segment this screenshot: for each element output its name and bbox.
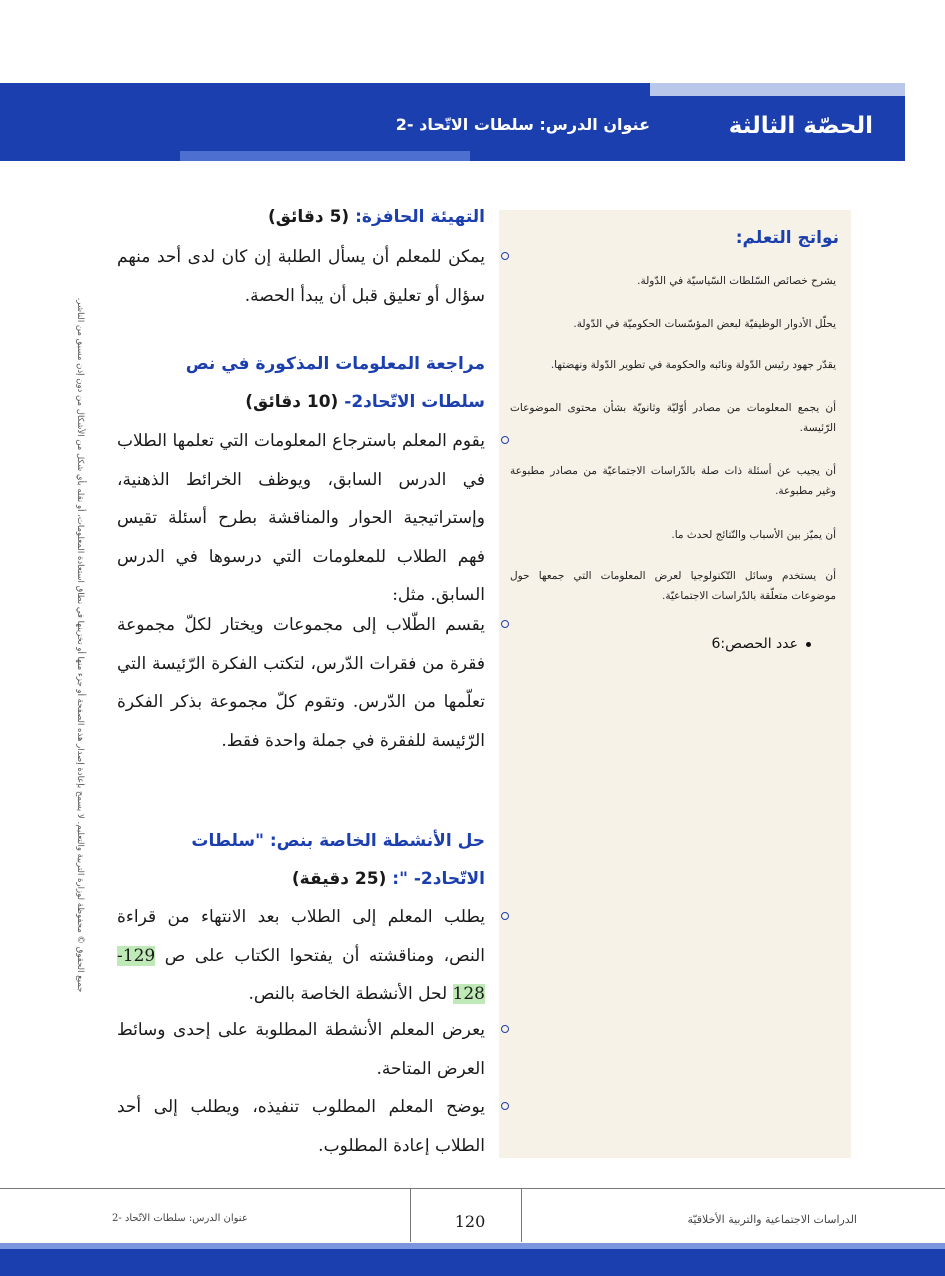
bullet-item [117,238,485,315]
section-time: (25 دقيقة) [291,869,387,889]
bullet-text: يوضح المعلم المطلوب تنفيذه، ويطلب إلى أحد الطلاب إعادة المطلوب. [117,1097,485,1156]
section-time: (5 دقائق) [267,207,350,227]
outcome-item: أن يجمع المعلومات من مصادر أوّليّة وثانويّة بشأن محتوى الموضوعات الرّئيسة. [510,402,836,434]
outcomes-title: نواتج التعلم: [735,228,839,248]
bullet-text: يمكن للمعلم أن يسأل الطلبة إن كان لدى أحد منهم سؤال أو تعليق قبل أن يبدأ الحصة. [117,247,485,306]
page-number: 120 [454,1212,486,1231]
header-accent-dark [180,151,470,161]
section-title-review [117,345,485,421]
bullet-item [117,1088,485,1165]
bullet-dot-icon [806,642,811,647]
section-title-text: مراجعة المعلومات المذكورة في نص سلطات الاتّحاد2- [185,354,485,412]
bullet-circle-icon [501,252,509,260]
section-title-text: حل الأنشطة الخاصة بنص: "سلطات الاتّحاد2- ": [191,831,485,889]
outcome-item: أن يميّز بين الأسباب والنّتائج لحدث ما. [671,529,836,541]
section-title-activities [117,822,485,898]
bullet-text: يطلب المعلم إلى الطلاب بعد الانتهاء من قراءة النص، ومناقشته أن يفتحوا الكتاب على [117,907,485,966]
bullet-text: يقسم الطّلاب إلى مجموعات ويختار لكلّ مجموعة فقرة من فقرات الدّرس، لتكتب الفكرة الرّئيسة التي تعلّمها من الدّرس. وتقوم كلّ مجموعة بذكر الفكرة الرّئيسة للفقرة في جملة واحدة فقط. [117,615,485,751]
copyright-notice: جميع الحقوق © محفوظة لوزارة التربية والتعليم. لا يسمح بإعادة إصدار هذه الصفحة أو جزء منها أو تخزينها في نطاق استعادة المعلومات، أو نقله بأي شكل من الأشكال من دون إذن مسبق من الناشر. [75,297,85,993]
outcome-item: أن يستخدم وسائل التّكنولوجيا لعرض المعلومات التي جمعها حول موضوعات متعلّقة بالدّراسات الاجتماعيّة. [510,570,836,602]
outcome-item: يشرح خصائص السّلطات السّياسيّة في الدّولة. [637,275,836,287]
bullet-text: يقوم المعلم باسترجاع المعلومات التي تعلمها الطلاب في الدرس السابق، ويوظف الخرائط الذهنية، وإستراتيجية الحوار والمناقشة بطرح أسئلة تقيس فهم الطلاب للمعلومات التي درسوها في الدرس السابق. مثل: [117,431,485,605]
section-title-warmup [117,198,485,236]
outcome-item: يقدّر جهود رئيس الدّولة ونائبه والحكومة في تطوير الدّولة ونهضتها. [550,359,836,371]
page-title: الحصّة الثالثة [728,113,873,139]
outcome-item: يحلّل الأدوار الوظيفيّة لبعض المؤسّسات الحكوميّة في الدّولة. [573,318,836,330]
outcome-item: أن يجيب عن أسئلة ذات صلة بالدّراسات الاجتماعيّة من مصادر مطبوعة وغير مطبوعة. [510,465,836,497]
footer-lesson: عنوان الدرس: سلطات الاتّحاد -2 [112,1213,248,1224]
bullet-item [117,606,485,760]
lesson-title: عنوان الدرس: سلطات الاتّحاد -2 [395,115,650,134]
page-ref-prefix: ص [164,945,186,966]
bullet-circle-icon [501,912,509,920]
bullet-circle-icon [501,436,509,444]
bullet-circle-icon [501,1102,509,1110]
header-accent-light [650,83,905,96]
bullet-item [117,898,485,1014]
page-ref-suffix: لحل الأنشطة الخاصة بالنص. [248,984,448,1004]
bullet-circle-icon [501,1025,509,1033]
page-ref-highlight: 129-128 [117,945,485,1004]
bullet-item [117,422,485,615]
sessions-count [711,636,811,652]
section-time: (10 دقائق) [245,392,339,412]
section-title-text: التهيئة الحافزة: [355,207,485,227]
outcomes-panel [499,210,851,1158]
bullet-text: يعرض المعلم الأنشطة المطلوبة على إحدى وسائط العرض المتاحة. [117,1020,485,1079]
footer-subject: الدراسات الاجتماعية والتربية الأخلاقيّة [687,1213,857,1226]
footer-band-accent [0,1243,945,1249]
bullet-item [117,1011,485,1088]
sessions-count-text: عدد الحصص:6 [711,636,798,652]
bullet-circle-icon [501,620,509,628]
